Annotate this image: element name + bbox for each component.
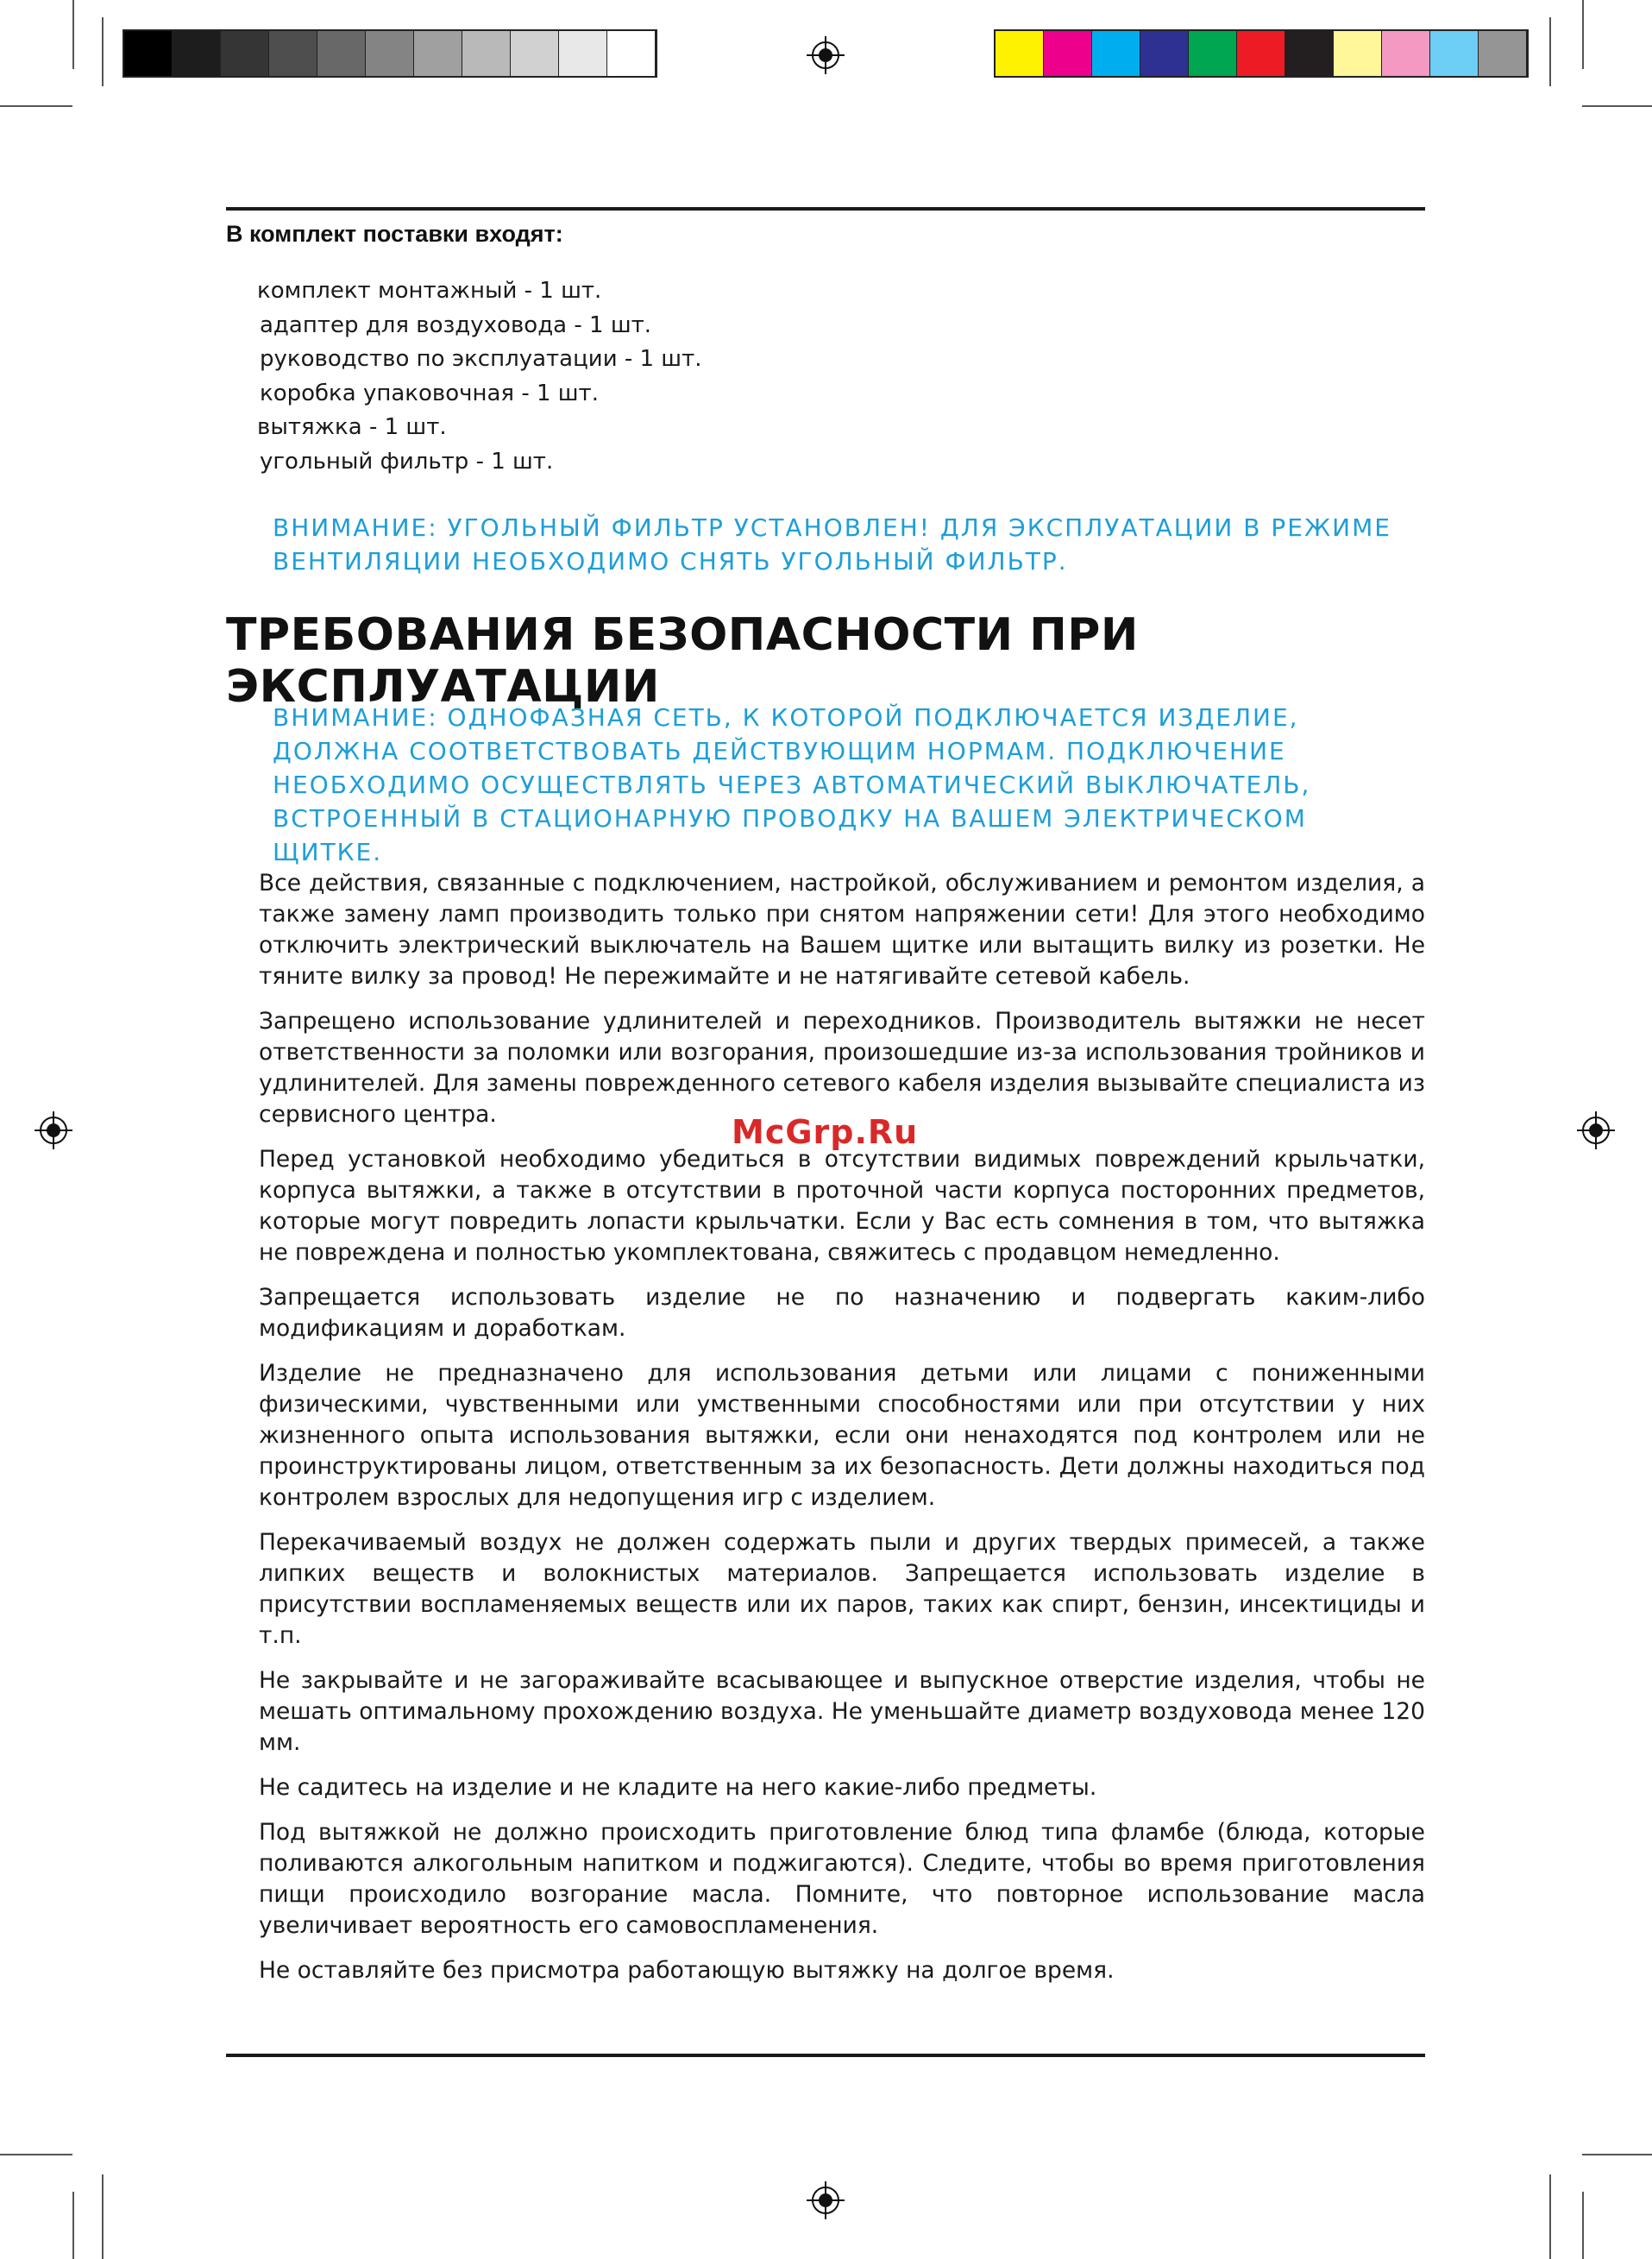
crop-mark (102, 17, 104, 86)
color-swatch (1382, 31, 1430, 76)
crop-mark (1582, 2192, 1584, 2259)
registration-mark-icon (1577, 1111, 1615, 1149)
safety-paragraph: Все действия, связанные с подключением, настройкой, обслуживанием и ремонтом изделия, а также замену ламп производить только при снятом напряжении сети! Для этого необходимо отключить электрический выключатель на Вашем щитке или вытащить вилку из розетки. Не тяните вилку за провод! Не пережимайте и не натягивайте сетевой кабель. (259, 870, 1425, 990)
crop-mark (1549, 17, 1551, 86)
gray-swatch (414, 31, 462, 76)
power-notice: ВНИМАНИЕ: ОДНОФАЗНАЯ СЕТЬ, К КОТОРОЙ ПОДКЛЮЧАЕТСЯ ИЗДЕЛИЕ, ДОЛЖНА СООТВЕТСТВОВАТЬ ДЕЙСТВУЮЩИМ НОРМАМ. ПОДКЛЮЧЕНИЕ НЕОБХОДИМО ОСУЩЕСТВЛЯТЬ ЧЕРЕЗ АВТОМАТИЧЕСКИЙ ВЫКЛЮЧАТЕЛЬ, ВСТРОЕННЫЙ В СТАЦИОНАРНУЮ ПРОВОДКУ НА ВАШЕМ ЭЛЕКТРИЧЕСКОМ ЩИТКЕ. (273, 703, 1311, 866)
process-color-bar (994, 29, 1529, 78)
color-swatch (1044, 31, 1092, 76)
gray-swatch (124, 31, 173, 76)
crop-mark (72, 2192, 74, 2259)
kit-list (257, 274, 702, 479)
crop-mark (0, 105, 72, 107)
top-rule (226, 207, 1425, 211)
list-item: коробка упаковочная - 1 шт. (260, 380, 599, 406)
crop-mark (102, 2174, 104, 2259)
gray-swatch (269, 31, 317, 76)
gray-swatch (221, 31, 269, 76)
color-swatch (1092, 31, 1140, 76)
registration-mark-icon (807, 2181, 845, 2219)
safety-paragraph: Изделие не предназначено для использования детьми или лицами с пониженными физическими, чувственными или умственными способностями или при отсутствии у них жизненного опыта использования вытяжки, если они ненаходятся под контролем или не проинструктированы лицом, ответственным за их безопасность. Дети должны находиться под контролем взрослых для недопущения игр с изделием. (259, 1360, 1425, 1511)
color-swatch (1430, 31, 1479, 76)
safety-paragraphs (259, 868, 1425, 2000)
color-swatch (996, 31, 1044, 76)
gray-swatch (462, 31, 511, 76)
color-swatch (1285, 31, 1334, 76)
list-item: комплект монтажный - 1 шт. (257, 278, 602, 304)
gray-swatch (317, 31, 366, 76)
kit-title: В комплект поставки входят: (226, 221, 563, 247)
safety-paragraph: Под вытяжкой не должно происходить приготовление блюд типа фламбе (блюда, которые поливаются алкогольным напитком и поджигаются). Следите, чтобы во время приготовления пищи происходило возгорание масла. Помните, что повторное использование масла увеличивает вероятность его самовоспламенения. (259, 1819, 1425, 1939)
crop-mark (1582, 105, 1652, 107)
gray-swatch (559, 31, 607, 76)
crop-mark (1549, 2174, 1551, 2259)
color-swatch (1189, 31, 1237, 76)
list-item: адаптер для воздуховода - 1 шт. (260, 311, 652, 338)
safety-paragraph: Перекачиваемый воздух не должен содержать пыли и других твердых примесей, а также липких веществ и волокнистых материалов. Запрещается использовать изделие в присутствии воспламеняемых веществ или их паров, таких как спирт, бензин, инсектициды и т.п. (259, 1529, 1425, 1649)
color-swatch (1140, 31, 1189, 76)
gray-swatch (366, 31, 414, 76)
safety-paragraph: Запрещается использовать изделие не по назначению и подвергать каким-либо модификациям и доработкам. (259, 1284, 1425, 1342)
list-item: угольный фильтр - 1 шт. (260, 448, 554, 475)
crop-mark (1582, 2154, 1652, 2155)
watermark: McGrp.Ru (732, 1113, 919, 1151)
filter-notice: ВНИМАНИЕ: УГОЛЬНЫЙ ФИЛЬТР УСТАНОВЛЕН! ДЛЯ ЭКСПЛУАТАЦИИ В РЕЖИМЕ ВЕНТИЛЯЦИИ НЕОБХОДИМО СНЯТЬ УГОЛЬНЫЙ ФИЛЬТР. (273, 513, 1391, 576)
grayscale-color-bar (122, 29, 657, 78)
color-swatch (1334, 31, 1382, 76)
crop-mark (0, 2154, 72, 2155)
safety-paragraph: Не садитесь на изделие и не кладите на него какие-либо предметы. (259, 1774, 1097, 1801)
safety-paragraph: Не оставляйте без присмотра работающую вытяжку на долгое время. (259, 1957, 1115, 1984)
bottom-rule (226, 2054, 1425, 2057)
safety-heading: ТРЕБОВАНИЯ БЕЗОПАСНОСТИ ПРИ ЭКСПЛУАТАЦИИ (226, 609, 1139, 713)
safety-paragraph: Запрещено использование удлинителей и переходников. Производитель вытяжки не несет ответственности за поломки или возгорания, произошедшие из-за использования тройников и удлинителей. Для замены поврежденного сетевого кабеля изделия вызывайте специалиста из сервисного центра. (259, 1008, 1425, 1128)
list-item: руководство по эксплуатации - 1 шт. (260, 346, 702, 372)
gray-swatch (607, 31, 656, 76)
registration-mark-icon (807, 36, 845, 74)
registration-mark-icon (35, 1111, 72, 1149)
list-item: вытяжка - 1 шт. (257, 414, 447, 440)
color-swatch (1479, 31, 1527, 76)
crop-mark (72, 0, 74, 69)
safety-paragraph: Перед установкой необходимо убедиться в отсутствии видимых повреждений крыльчатки, корпуса вытяжки, а также в отсутствии в проточной части корпуса посторонних предметов, которые могут повредить лопасти крыльчатки. Если у Вас есть сомнения в том, что вытяжка не повреждена и полностью укомплектована, свяжитесь с продавцом немедленно. (259, 1146, 1425, 1266)
crop-mark (1582, 0, 1584, 69)
gray-swatch (511, 31, 559, 76)
gray-swatch (173, 31, 221, 76)
color-swatch (1237, 31, 1285, 76)
safety-paragraph: Не закрывайте и не загораживайте всасывающее и выпускное отверстие изделия, чтобы не мешать оптимальному прохождению воздуха. Не уменьшайте диаметр воздуховода менее 120 мм. (259, 1667, 1425, 1756)
